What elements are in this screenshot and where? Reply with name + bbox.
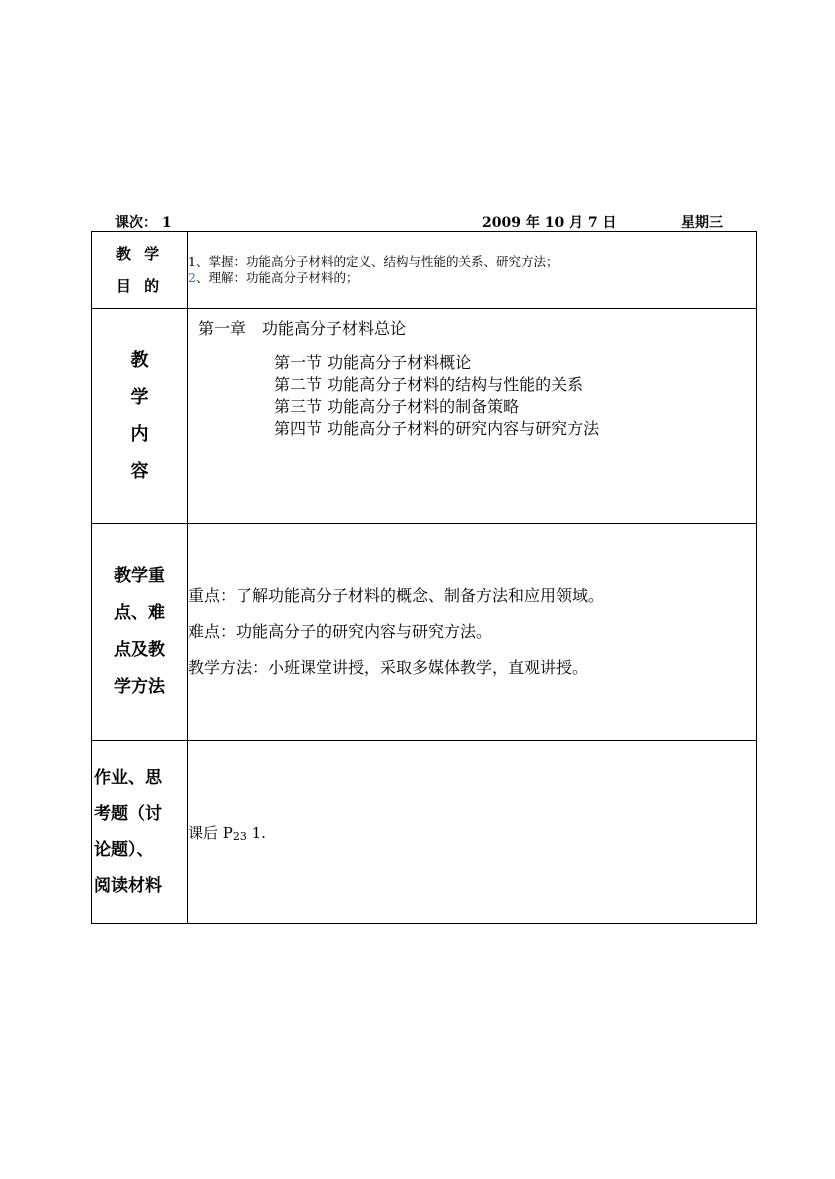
section-list bbox=[274, 352, 756, 440]
key-point-line: 重点：了解功能高分子材料的概念、制备方法和应用领域。 bbox=[188, 586, 605, 605]
key-points-label-line: 点及教 bbox=[114, 640, 165, 660]
key-points-label-line: 点、难 bbox=[114, 603, 165, 623]
objectives-label-line: 目 的 bbox=[115, 277, 164, 295]
objective-item bbox=[188, 270, 756, 286]
key-points-row bbox=[92, 524, 757, 741]
content-label bbox=[92, 309, 188, 524]
key-point-line: 教学方法：小班课堂讲授，采取多媒体教学，直观讲授。 bbox=[188, 658, 589, 677]
lesson-number: 课次： 1 bbox=[115, 215, 172, 231]
key-points-label-line: 学方法 bbox=[114, 677, 165, 697]
objective-item-text: 、理解：功能高分子材料的； bbox=[195, 270, 359, 285]
homework-suffix: 1. bbox=[246, 823, 266, 842]
key-point-line: 难点：功能高分子的研究内容与研究方法。 bbox=[188, 622, 493, 641]
key-points-content bbox=[188, 524, 757, 741]
homework-page-subscript: 23 bbox=[232, 829, 247, 843]
homework-label bbox=[92, 741, 188, 924]
homework-prefix: 课后 P bbox=[188, 823, 233, 842]
key-points-label-line: 教学重 bbox=[114, 566, 165, 586]
section-item: 第三节 功能高分子材料的制备策略 bbox=[274, 397, 520, 416]
content-label-char: 内 bbox=[130, 424, 149, 445]
homework-label-line: 考题（讨 bbox=[94, 804, 162, 824]
homework-label-line: 作业、思 bbox=[94, 768, 162, 788]
section-item: 第一节 功能高分子材料概论 bbox=[274, 353, 472, 372]
lesson-plan-table bbox=[91, 231, 757, 924]
key-points-label bbox=[92, 524, 188, 741]
section-item: 第四节 功能高分子材料的研究内容与研究方法 bbox=[274, 419, 600, 438]
section-item: 第二节 功能高分子材料的结构与性能的关系 bbox=[274, 375, 584, 394]
content-row bbox=[92, 309, 757, 524]
objectives-label-line: 教 学 bbox=[115, 245, 164, 263]
content-label-char: 学 bbox=[130, 387, 149, 408]
objectives-label bbox=[92, 232, 188, 309]
objectives-content bbox=[188, 232, 757, 309]
objective-item: 1、掌握：功能高分子材料的定义、结构与性能的关系、研究方法； bbox=[188, 254, 559, 269]
homework-label-line: 论题）、 bbox=[94, 840, 154, 860]
objective-item-number: 2 bbox=[188, 270, 196, 285]
lesson-date: 2009 年 10 月 7 日 bbox=[482, 215, 617, 231]
content-label-char: 教 bbox=[130, 350, 149, 371]
lesson-header bbox=[92, 212, 755, 232]
content-label-char: 容 bbox=[130, 461, 149, 482]
homework-label-line: 阅读材料 bbox=[94, 876, 162, 896]
chapter-title: 第一章 功能高分子材料总论 bbox=[198, 319, 407, 338]
homework-row bbox=[92, 741, 757, 924]
homework-content bbox=[188, 741, 757, 924]
objectives-row bbox=[92, 232, 757, 309]
lesson-weekday: 星期三 bbox=[681, 215, 723, 231]
content-body bbox=[188, 309, 757, 524]
